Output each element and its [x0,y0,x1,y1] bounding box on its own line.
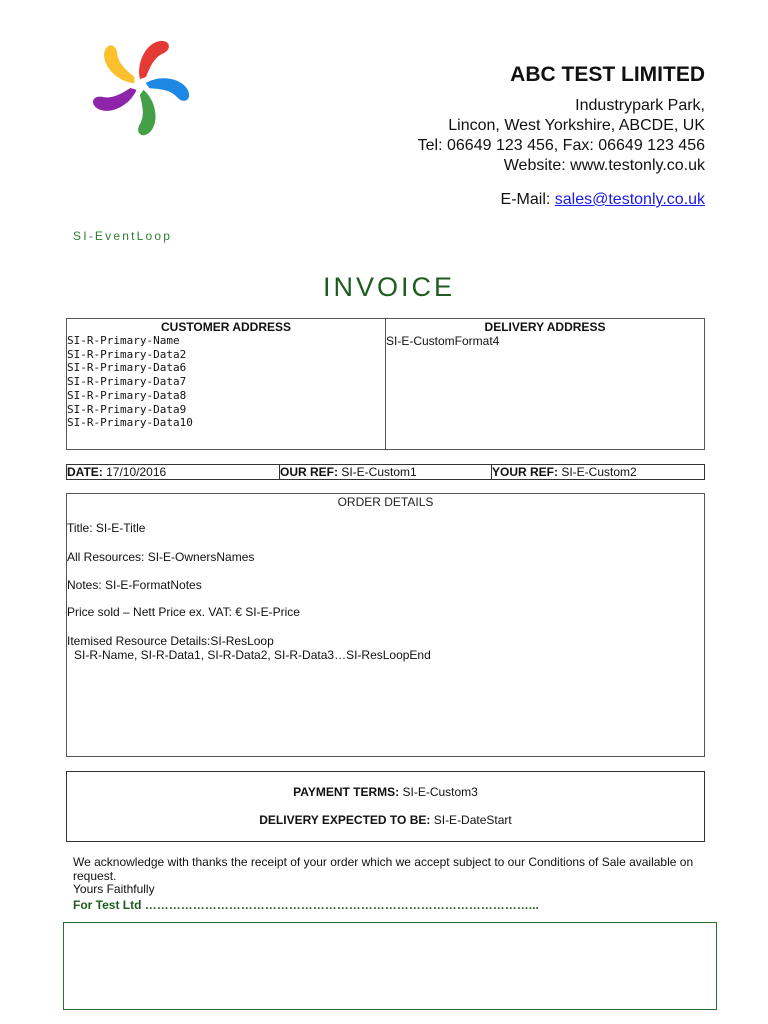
customer-address-lines [67,334,385,430]
customer-address-line: SI-R-Primary-Data2 [67,347,187,361]
customer-address-line: SI-R-Primary-Data9 [67,402,187,416]
invoice-title: INVOICE [322,272,456,302]
reference-row [66,464,705,480]
address-line-1: Industrypark Park, [575,97,705,114]
email-row [418,190,705,210]
email-link[interactable]: sales@testonly.co.uk [554,191,705,208]
delivery-expected-label: DELIVERY EXPECTED TO BE: [259,813,431,827]
date-cell [67,465,280,479]
payment-terms-label: PAYMENT TERMS: [293,785,400,799]
order-details-box [66,493,705,757]
payment-terms [67,785,704,799]
delivery-address [386,319,704,449]
company-info [418,62,705,210]
company-logo-icon [84,32,196,138]
delivery-expected-value: SI-E-DateStart [430,813,512,827]
your-ref-cell [492,465,704,479]
customer-address-line: SI-R-Primary-Data10 [67,416,193,430]
address-box [66,318,705,450]
customer-address [67,319,386,449]
closing-text: Yours Faithfully [73,882,155,896]
customer-address-line: SI-R-Primary-Data7 [67,375,187,389]
our-ref-cell [280,465,492,479]
date-label: DATE: [67,465,103,479]
our-ref-value: SI-E-Custom1 [338,465,417,479]
payment-terms-value: SI-E-Custom3 [399,785,478,799]
delivery-expected [67,813,704,827]
customer-address-line: SI-R-Primary-Data6 [67,361,187,375]
address-line-2: Lincon, West Yorkshire, ABCDE, UK [448,117,705,134]
order-details-heading: ORDER DETAILS [337,495,434,509]
signature-box [63,922,717,1010]
phone-fax: Tel: 06649 123 456, Fax: 06649 123 456 [417,137,705,154]
order-itemised: Itemised Resource Details:SI-ResLoop [67,634,274,648]
signature-line: For Test Ltd ……………………………………………………………………………………... [73,898,539,912]
your-ref-value: SI-E-Custom2 [558,465,637,479]
order-resources: All Resources: SI-E-OwnersNames [67,550,255,564]
event-loop-tag: SI-EventLoop [73,229,173,243]
terms-box [66,771,705,842]
order-title: Title: SI-E-Title [67,521,146,535]
order-notes: Notes: SI-E-FormatNotes [67,578,202,592]
acknowledgement [73,856,703,897]
acknowledgement-text: We acknowledge with thanks the receipt of your order which we accept subject to our Conditions of Sale available on request. [73,855,694,883]
your-ref-label: YOUR REF: [492,465,558,479]
customer-address-line: SI-R-Primary-Name [67,334,180,347]
email-label: E-Mail: [500,191,555,208]
order-price: Price sold – Nett Price ex. VAT: € SI-E-Price [67,605,300,619]
date-value: 17/10/2016 [102,465,167,479]
company-name: ABC TEST LIMITED [510,63,705,86]
customer-address-heading: CUSTOMER ADDRESS [160,320,291,334]
our-ref-label: OUR REF: [280,465,338,479]
delivery-address-heading: DELIVERY ADDRESS [484,320,606,334]
website: Website: www.testonly.co.uk [503,157,705,174]
delivery-address-value: SI-E-CustomFormat4 [386,334,500,348]
customer-address-line: SI-R-Primary-Data8 [67,388,187,402]
order-itemised-line: SI-R-Name, SI-R-Data1, SI-R-Data2, SI-R-Data3…SI-ResLoopEnd [74,648,431,662]
